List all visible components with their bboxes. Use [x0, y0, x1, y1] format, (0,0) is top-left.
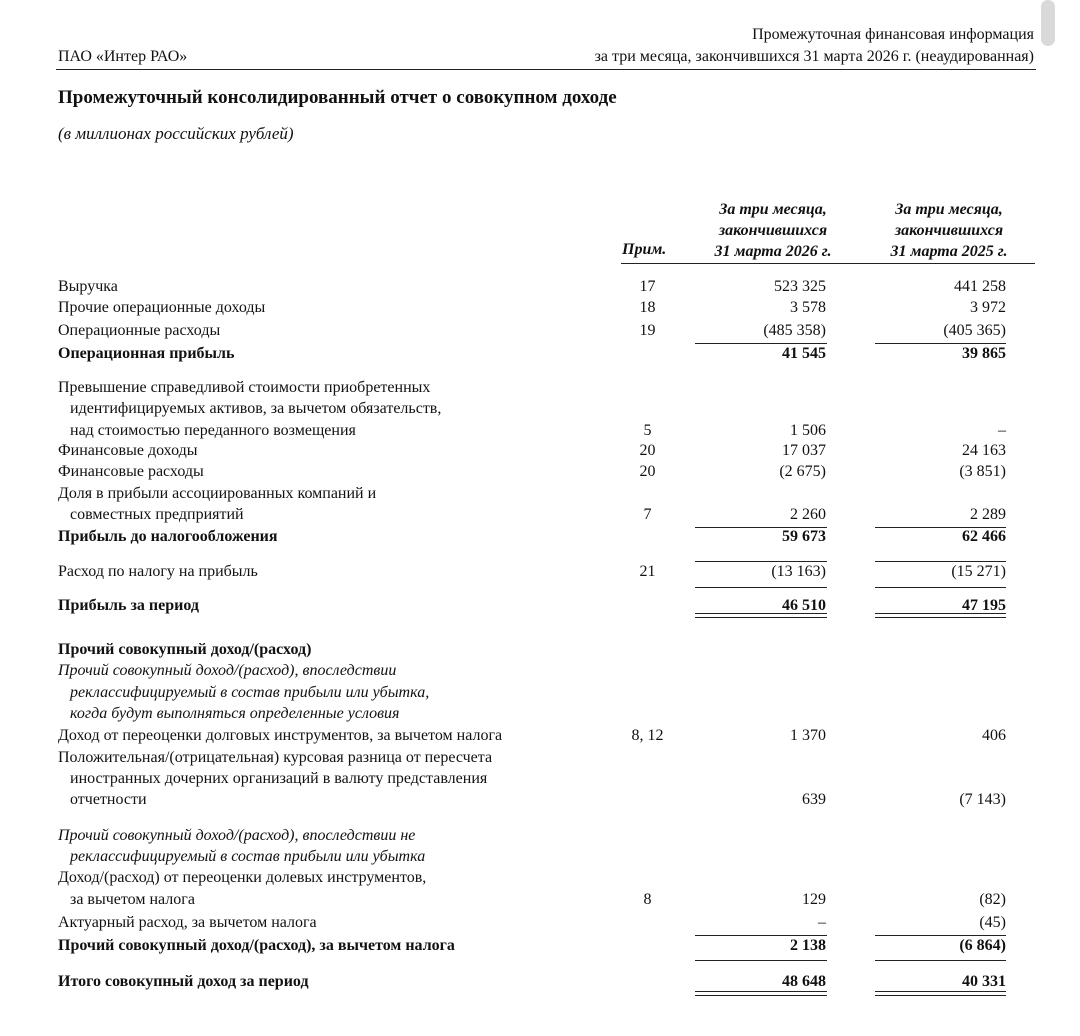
- header-rule: [56, 69, 1036, 70]
- table-row: над стоимостью переданного возмещения 5 1 506 –: [70, 422, 1006, 439]
- double-rule: [695, 613, 827, 614]
- subtotal-rule: [695, 527, 827, 528]
- table-row: отчетности 639 (7 143): [70, 791, 1006, 808]
- table-row: Прочий совокупный доход/(расход), впоследствии не: [58, 827, 416, 844]
- subtotal-rule: [875, 527, 1006, 528]
- table-row: за вычетом налога 8 129 (82): [70, 891, 1006, 908]
- double-rule: [875, 613, 1006, 614]
- table-row: Актуарный расход, за вычетом налога – (45): [58, 914, 1006, 931]
- col1-header: За три месяца, закончившихся 31 марта 2026 г.: [714, 201, 832, 260]
- table-row: Финансовые расходы 20 (2 675) (3 851): [58, 463, 1006, 480]
- table-row: Превышение справедливой стоимости приобретенных: [58, 379, 431, 396]
- double-rule: [875, 995, 1006, 996]
- subtotal-rule: [695, 935, 827, 936]
- table-row: иностранных дочерних организаций в валюту представления: [70, 770, 488, 787]
- table-row: Положительная/(отрицательная) курсовая разница от пересчета: [58, 749, 493, 766]
- scrollbar-thumb[interactable]: [1041, 0, 1055, 46]
- table-row: Финансовые доходы 20 17 037 24 163: [58, 442, 1006, 459]
- subtotal-rule: [695, 561, 827, 562]
- subtotal-rule: [875, 343, 1006, 344]
- subtotal-rule: [875, 587, 1006, 588]
- note-column-header: Прим.: [622, 241, 667, 258]
- table-row: реклассифицируемый в состав прибыли или убытка,: [70, 684, 430, 701]
- subtotal-rule: [695, 343, 827, 344]
- company-name: ПАО «Интер РАО»: [58, 48, 188, 65]
- subtotal-rule: [875, 960, 1006, 961]
- subtotal-rule: [695, 960, 827, 961]
- table-row: Прочие операционные доходы 18 3 578 3 972: [58, 299, 1006, 316]
- double-rule: [875, 617, 1006, 618]
- table-row: Прибыль до налогообложения 59 673 62 466: [58, 528, 1006, 545]
- subtotal-rule: [875, 561, 1006, 562]
- table-row: Итого совокупный доход за период 48 648 40 331: [58, 973, 1006, 990]
- column-header-rule: [621, 263, 1035, 264]
- double-rule: [695, 995, 827, 996]
- subtotal-rule: [695, 587, 827, 588]
- table-row: Расход по налогу на прибыль 21 (13 163) (15 271): [58, 563, 1006, 580]
- report-period: за три месяца, закончившихся 31 марта 2026 г. (неаудированная): [594, 48, 1034, 65]
- table-row: Операционные расходы 19 (485 358) (405 365): [58, 322, 1006, 339]
- doc-type: Промежуточная финансовая информация: [752, 26, 1034, 43]
- table-row: идентифицируемых активов, за вычетом обязательств,: [70, 400, 442, 417]
- table-row: Операционная прибыль 41 545 39 865: [58, 345, 1006, 362]
- table-row: Прочий совокупный доход/(расход): [58, 641, 312, 658]
- table-row: реклассифицируемый в состав прибыли или убытка: [70, 848, 426, 865]
- units-subtitle: (в миллионах российских рублей): [58, 124, 294, 143]
- table-row: Доля в прибыли ассоциированных компаний и: [58, 485, 377, 502]
- double-rule: [695, 991, 827, 992]
- table-row: когда будут выполняться определенные условия: [70, 705, 400, 722]
- page-title: Промежуточный консолидированный отчет о совокупном доходе: [58, 87, 617, 108]
- table-row: Выручка 17 523 325 441 258: [58, 278, 1006, 295]
- col2-header: За три месяца, закончившихся 31 марта 2025 г.: [890, 201, 1008, 260]
- table-row: Прочий совокупный доход/(расход), впоследствии: [58, 662, 397, 679]
- subtotal-rule: [875, 935, 1006, 936]
- double-rule: [695, 617, 827, 618]
- table-row: Доход/(расход) от переоценки долевых инструментов,: [58, 869, 427, 886]
- double-rule: [875, 991, 1006, 992]
- table-row: совместных предприятий 7 2 260 2 289: [70, 506, 1006, 523]
- table-row: Доход от переоценки долговых инструментов, за вычетом налога 8, 12 1 370 406: [58, 727, 1006, 744]
- table-row: Прибыль за период 46 510 47 195: [58, 597, 1006, 614]
- table-row: Прочий совокупный доход/(расход), за вычетом налога 2 138 (6 864): [58, 937, 1006, 954]
